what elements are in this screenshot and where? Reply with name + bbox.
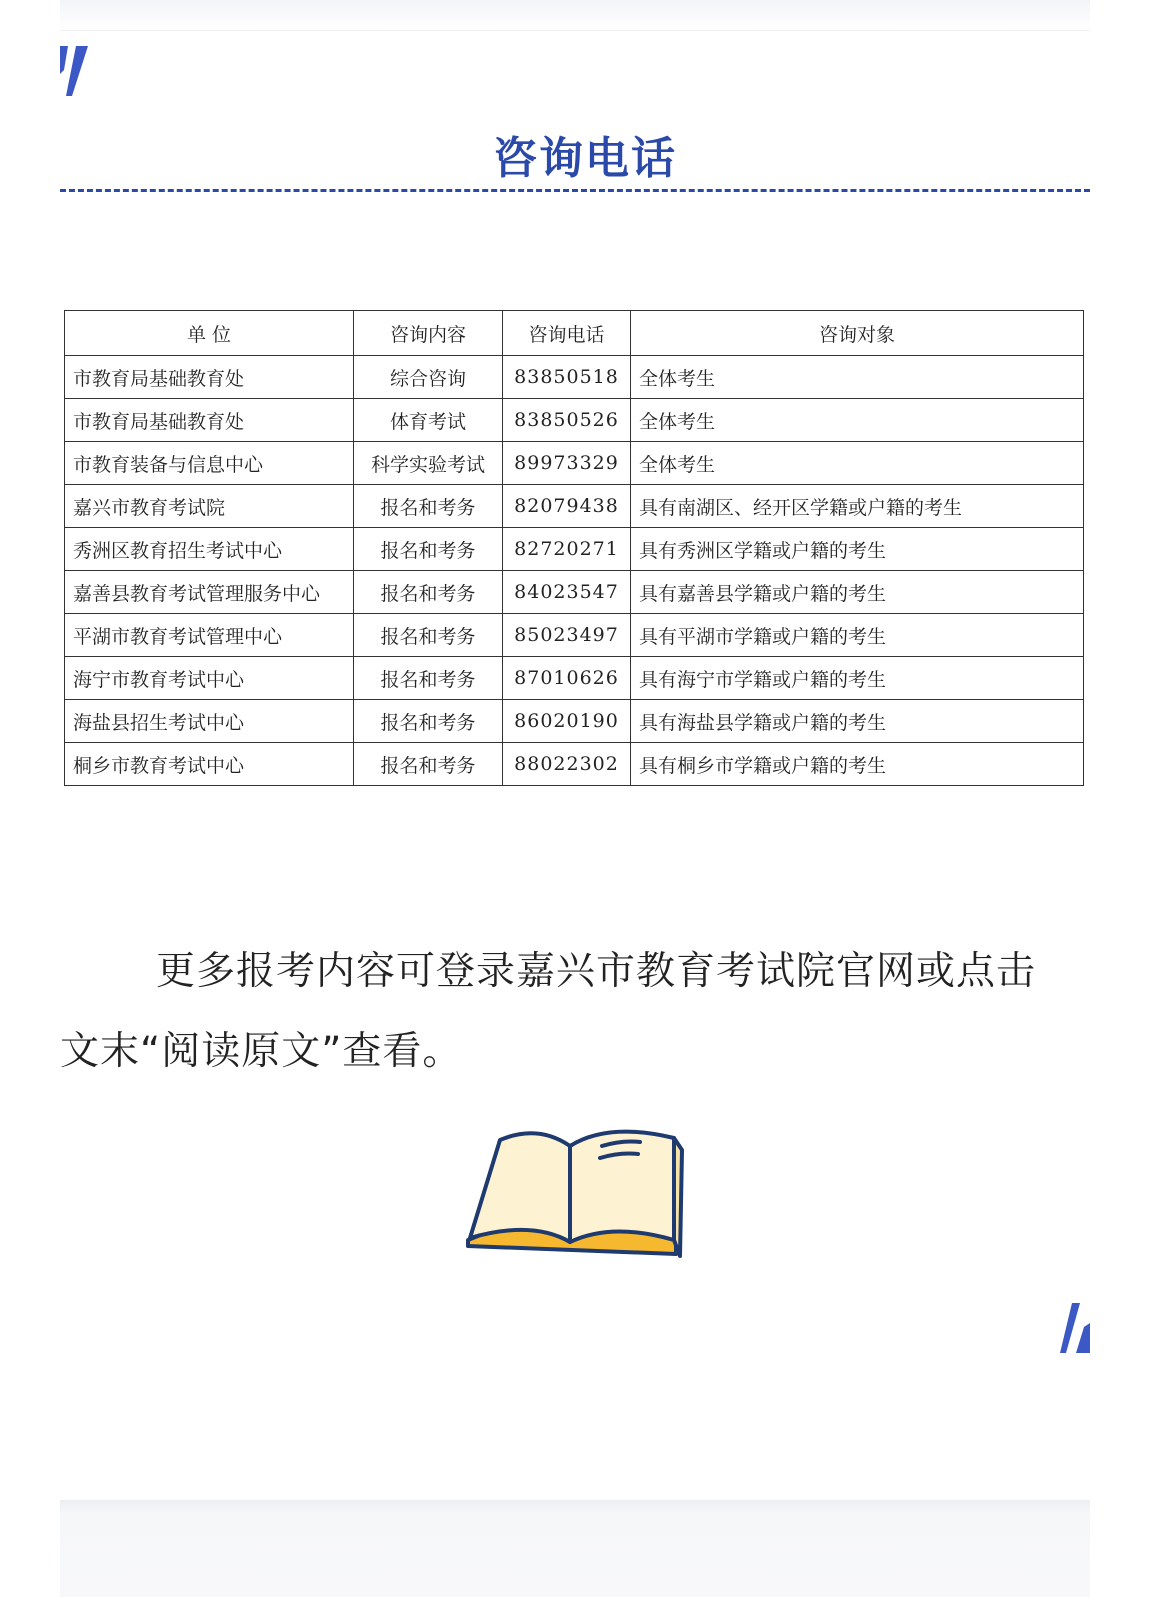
cell-phone: 89973329 <box>503 442 631 485</box>
cell-unit: 桐乡市教育考试中心 <box>65 743 354 786</box>
table-row <box>65 571 1084 614</box>
cell-phone: 86020190 <box>503 700 631 743</box>
cell-unit: 平湖市教育考试管理中心 <box>65 614 354 657</box>
table-row <box>65 356 1084 399</box>
cell-content: 报名和考务 <box>354 571 503 614</box>
open-book-icon <box>462 1122 688 1262</box>
cell-phone: 83850518 <box>503 356 631 399</box>
cell-phone: 88022302 <box>503 743 631 786</box>
cell-target: 具有嘉善县学籍或户籍的考生 <box>631 571 1084 614</box>
header-content: 咨询内容 <box>354 311 503 356</box>
contact-table <box>64 310 1084 786</box>
cell-target: 具有桐乡市学籍或户籍的考生 <box>631 743 1084 786</box>
header-phone: 咨询电话 <box>503 311 631 356</box>
cell-unit: 海宁市教育考试中心 <box>65 657 354 700</box>
cell-phone: 84023547 <box>503 571 631 614</box>
cell-content: 报名和考务 <box>354 700 503 743</box>
cell-target: 具有海盐县学籍或户籍的考生 <box>631 700 1084 743</box>
cell-target: 具有平湖市学籍或户籍的考生 <box>631 614 1084 657</box>
cell-target: 具有南湖区、经开区学籍或户籍的考生 <box>631 485 1084 528</box>
cell-unit: 嘉善县教育考试管理服务中心 <box>65 571 354 614</box>
cell-phone: 85023497 <box>503 614 631 657</box>
table-row <box>65 614 1084 657</box>
section-title: 咨询电话 <box>493 133 677 184</box>
slash-mark-icon <box>60 44 90 98</box>
cell-phone: 87010626 <box>503 657 631 700</box>
cell-unit: 市教育局基础教育处 <box>65 356 354 399</box>
cell-content: 体育考试 <box>354 399 503 442</box>
table-row <box>65 700 1084 743</box>
cell-content: 科学实验考试 <box>354 442 503 485</box>
table-row <box>65 399 1084 442</box>
cell-target: 具有海宁市学籍或户籍的考生 <box>631 657 1084 700</box>
cell-unit: 市教育装备与信息中心 <box>65 442 354 485</box>
cell-content: 报名和考务 <box>354 485 503 528</box>
header-target: 咨询对象 <box>631 311 1084 356</box>
cell-phone: 82720271 <box>503 528 631 571</box>
header-unit: 单 位 <box>65 311 354 356</box>
cell-target: 全体考生 <box>631 442 1084 485</box>
cell-unit: 海盐县招生考试中心 <box>65 700 354 743</box>
table-row <box>65 657 1084 700</box>
bottom-card-edge <box>60 1500 1090 1597</box>
cell-target: 全体考生 <box>631 399 1084 442</box>
cell-phone: 83850526 <box>503 399 631 442</box>
table-row <box>65 442 1084 485</box>
cell-phone: 82079438 <box>503 485 631 528</box>
title-divider <box>60 189 1090 192</box>
cell-content: 报名和考务 <box>354 657 503 700</box>
cell-target: 全体考生 <box>631 356 1084 399</box>
table-row <box>65 485 1084 528</box>
read-more-paragraph: 更多报考内容可登录嘉兴市教育考试院官网或点击文末“阅读原文”查看。 <box>60 949 1037 1074</box>
table-header-row <box>65 311 1084 356</box>
cell-content: 报名和考务 <box>354 614 503 657</box>
cell-unit: 市教育局基础教育处 <box>65 399 354 442</box>
cell-content: 报名和考务 <box>354 743 503 786</box>
cell-target: 具有秀洲区学籍或户籍的考生 <box>631 528 1084 571</box>
table-row <box>65 743 1084 786</box>
cell-content: 综合咨询 <box>354 356 503 399</box>
slash-mark-icon <box>1058 1303 1090 1355</box>
cell-unit: 秀洲区教育招生考试中心 <box>65 528 354 571</box>
cell-unit: 嘉兴市教育考试院 <box>65 485 354 528</box>
cell-content: 报名和考务 <box>354 528 503 571</box>
top-card-edge <box>60 0 1090 31</box>
table-row <box>65 528 1084 571</box>
